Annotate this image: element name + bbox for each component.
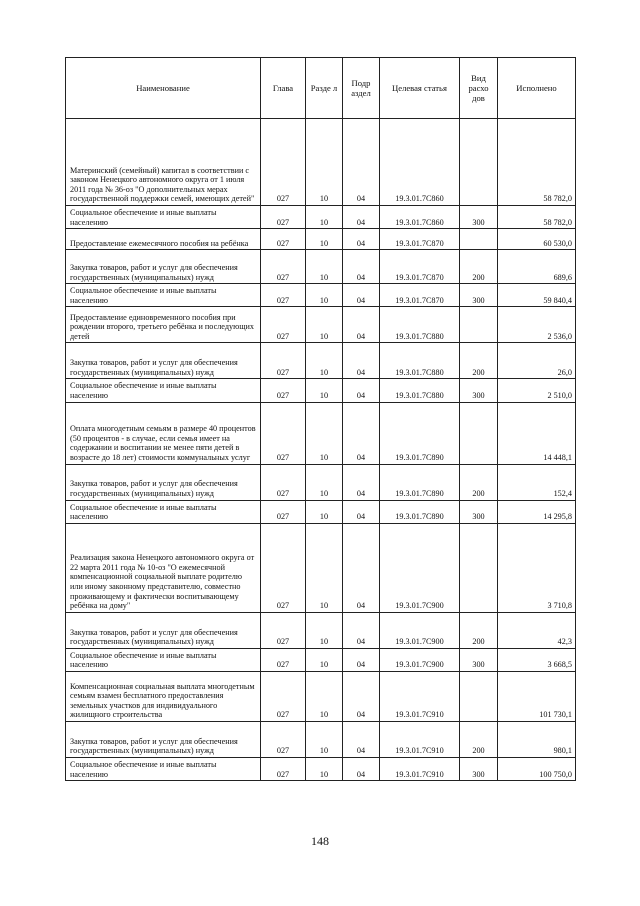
cell-ispolneno: 2 536,0 xyxy=(498,307,576,343)
cell-name: Реализация закона Ненецкого автономного округа от 22 марта 2011 года № 10-оз "О ежемесячной компенсационной социальной выплате родителю или иному законному представителю, совместно проживающему и фактически воспитывающему ребёнка на дому" xyxy=(66,523,261,612)
cell-vid: 200 xyxy=(460,721,498,757)
cell-podrazdel: 04 xyxy=(343,523,380,612)
cell-vid: 300 xyxy=(460,206,498,229)
table-row xyxy=(66,229,576,250)
cell-razdel: 10 xyxy=(306,250,343,284)
table-row xyxy=(66,379,576,402)
cell-ispolneno: 689,6 xyxy=(498,250,576,284)
cell-vid: 300 xyxy=(460,500,498,523)
cell-razdel: 10 xyxy=(306,721,343,757)
header-name: Наименование xyxy=(66,58,261,119)
cell-statya: 19.3.01.7С910 xyxy=(380,671,460,721)
cell-statya: 19.3.01.7С900 xyxy=(380,612,460,648)
cell-razdel: 10 xyxy=(306,307,343,343)
cell-vid xyxy=(460,307,498,343)
cell-statya: 19.3.01.7С860 xyxy=(380,119,460,206)
cell-podrazdel: 04 xyxy=(343,206,380,229)
cell-podrazdel: 04 xyxy=(343,402,380,464)
cell-ispolneno: 58 782,0 xyxy=(498,119,576,206)
cell-glava: 027 xyxy=(261,757,306,780)
cell-razdel: 10 xyxy=(306,612,343,648)
header-vid: Вид расхо дов xyxy=(460,58,498,119)
cell-razdel: 10 xyxy=(306,671,343,721)
cell-ispolneno: 2 510,0 xyxy=(498,379,576,402)
cell-statya: 19.3.01.7С910 xyxy=(380,757,460,780)
cell-razdel: 10 xyxy=(306,229,343,250)
cell-ispolneno: 100 750,0 xyxy=(498,757,576,780)
table-row xyxy=(66,500,576,523)
table-row xyxy=(66,671,576,721)
cell-glava: 027 xyxy=(261,523,306,612)
cell-ispolneno: 3 668,5 xyxy=(498,648,576,671)
cell-razdel: 10 xyxy=(306,402,343,464)
cell-razdel: 10 xyxy=(306,343,343,379)
table-body xyxy=(66,119,576,781)
cell-ispolneno: 14 448,1 xyxy=(498,402,576,464)
cell-vid: 300 xyxy=(460,757,498,780)
table-row xyxy=(66,307,576,343)
cell-statya: 19.3.01.7С860 xyxy=(380,206,460,229)
cell-ispolneno: 58 782,0 xyxy=(498,206,576,229)
cell-name: Социальное обеспечение и иные выплаты населению xyxy=(66,648,261,671)
cell-razdel: 10 xyxy=(306,757,343,780)
cell-podrazdel: 04 xyxy=(343,229,380,250)
table-row xyxy=(66,648,576,671)
header-glava: Глава xyxy=(261,58,306,119)
cell-glava: 027 xyxy=(261,500,306,523)
cell-glava: 027 xyxy=(261,343,306,379)
cell-vid: 200 xyxy=(460,343,498,379)
cell-podrazdel: 04 xyxy=(343,250,380,284)
cell-ispolneno: 59 840,4 xyxy=(498,284,576,307)
cell-vid xyxy=(460,402,498,464)
table-row xyxy=(66,612,576,648)
cell-ispolneno: 42,3 xyxy=(498,612,576,648)
cell-podrazdel: 04 xyxy=(343,721,380,757)
cell-statya: 19.3.01.7С910 xyxy=(380,721,460,757)
cell-ispolneno: 152,4 xyxy=(498,464,576,500)
cell-vid xyxy=(460,229,498,250)
table-row xyxy=(66,464,576,500)
cell-name: Социальное обеспечение и иные выплаты населению xyxy=(66,757,261,780)
cell-glava: 027 xyxy=(261,402,306,464)
table-row xyxy=(66,402,576,464)
table-row xyxy=(66,250,576,284)
cell-statya: 19.3.01.7С880 xyxy=(380,307,460,343)
cell-glava: 027 xyxy=(261,206,306,229)
cell-podrazdel: 04 xyxy=(343,343,380,379)
cell-razdel: 10 xyxy=(306,206,343,229)
cell-podrazdel: 04 xyxy=(343,757,380,780)
budget-table xyxy=(65,57,576,781)
cell-glava: 027 xyxy=(261,284,306,307)
cell-name: Закупка товаров, работ и услуг для обеспечения государственных (муниципальных) нужд xyxy=(66,464,261,500)
table-row xyxy=(66,757,576,780)
cell-razdel: 10 xyxy=(306,379,343,402)
cell-ispolneno: 3 710,8 xyxy=(498,523,576,612)
cell-vid xyxy=(460,671,498,721)
cell-razdel: 10 xyxy=(306,648,343,671)
cell-statya: 19.3.01.7С880 xyxy=(380,343,460,379)
cell-name: Закупка товаров, работ и услуг для обеспечения государственных (муниципальных) нужд xyxy=(66,612,261,648)
cell-ispolneno: 14 295,8 xyxy=(498,500,576,523)
cell-statya: 19.3.01.7С870 xyxy=(380,250,460,284)
cell-name: Социальное обеспечение и иные выплаты населению xyxy=(66,379,261,402)
cell-glava: 027 xyxy=(261,379,306,402)
cell-glava: 027 xyxy=(261,464,306,500)
table-row xyxy=(66,206,576,229)
cell-glava: 027 xyxy=(261,307,306,343)
cell-statya: 19.3.01.7С900 xyxy=(380,523,460,612)
cell-podrazdel: 04 xyxy=(343,307,380,343)
table-row xyxy=(66,119,576,206)
cell-ispolneno: 60 530,0 xyxy=(498,229,576,250)
cell-name: Социальное обеспечение и иные выплаты населению xyxy=(66,206,261,229)
cell-ispolneno: 26,0 xyxy=(498,343,576,379)
cell-podrazdel: 04 xyxy=(343,612,380,648)
cell-glava: 027 xyxy=(261,648,306,671)
header-ispolneno: Исполнено xyxy=(498,58,576,119)
table-row xyxy=(66,284,576,307)
cell-podrazdel: 04 xyxy=(343,671,380,721)
cell-vid: 200 xyxy=(460,464,498,500)
cell-podrazdel: 04 xyxy=(343,500,380,523)
cell-podrazdel: 04 xyxy=(343,119,380,206)
page-number: 148 xyxy=(311,834,329,848)
cell-statya: 19.3.01.7С880 xyxy=(380,379,460,402)
cell-glava: 027 xyxy=(261,721,306,757)
cell-statya: 19.3.01.7С870 xyxy=(380,229,460,250)
cell-statya: 19.3.01.7С890 xyxy=(380,464,460,500)
table-row xyxy=(66,523,576,612)
cell-razdel: 10 xyxy=(306,500,343,523)
cell-name: Компенсационная социальная выплата многодетным семьям взамен бесплатного предоставления земельных участков для индивидуального жилищного строительства xyxy=(66,671,261,721)
cell-name: Закупка товаров, работ и услуг для обеспечения государственных (муниципальных) нужд xyxy=(66,721,261,757)
table-header xyxy=(66,58,576,119)
cell-statya: 19.3.01.7С870 xyxy=(380,284,460,307)
cell-glava: 027 xyxy=(261,119,306,206)
cell-razdel: 10 xyxy=(306,523,343,612)
cell-ispolneno: 980,1 xyxy=(498,721,576,757)
header-statya: Целевая статья xyxy=(380,58,460,119)
cell-name: Предоставление ежемесячного пособия на ребёнка xyxy=(66,229,261,250)
cell-razdel: 10 xyxy=(306,119,343,206)
cell-statya: 19.3.01.7С900 xyxy=(380,648,460,671)
cell-vid: 300 xyxy=(460,284,498,307)
cell-glava: 027 xyxy=(261,229,306,250)
cell-name: Закупка товаров, работ и услуг для обеспечения государственных (муниципальных) нужд xyxy=(66,250,261,284)
cell-vid: 200 xyxy=(460,612,498,648)
cell-name: Материнский (семейный) капитал в соответствии с законом Ненецкого автономного округа от 1 июля 2011 года № 36-оз "О дополнительных мерах государственной поддержки семей, имеющих детей" xyxy=(66,119,261,206)
cell-vid: 200 xyxy=(460,250,498,284)
cell-vid: 300 xyxy=(460,648,498,671)
cell-podrazdel: 04 xyxy=(343,284,380,307)
cell-glava: 027 xyxy=(261,671,306,721)
cell-podrazdel: 04 xyxy=(343,379,380,402)
header-podrazdel: Подр аздел xyxy=(343,58,380,119)
cell-name: Закупка товаров, работ и услуг для обеспечения государственных (муниципальных) нужд xyxy=(66,343,261,379)
cell-statya: 19.3.01.7С890 xyxy=(380,402,460,464)
header-razdel: Разде л xyxy=(306,58,343,119)
table-row xyxy=(66,721,576,757)
cell-name: Социальное обеспечение и иные выплаты населению xyxy=(66,500,261,523)
cell-name: Оплата многодетным семьям в размере 40 процентов (50 процентов - в случае, если семья имеет на содержании и воспитании не менее пяти детей в возрасте до 18 лет) стоимости коммунальных услуг xyxy=(66,402,261,464)
cell-name: Предоставление единовременного пособия при рождении второго, третьего ребёнка и последующих детей xyxy=(66,307,261,343)
cell-ispolneno: 101 730,1 xyxy=(498,671,576,721)
cell-podrazdel: 04 xyxy=(343,648,380,671)
cell-name: Социальное обеспечение и иные выплаты населению xyxy=(66,284,261,307)
cell-podrazdel: 04 xyxy=(343,464,380,500)
cell-glava: 027 xyxy=(261,250,306,284)
cell-glava: 027 xyxy=(261,612,306,648)
cell-razdel: 10 xyxy=(306,464,343,500)
cell-vid xyxy=(460,119,498,206)
cell-razdel: 10 xyxy=(306,284,343,307)
cell-statya: 19.3.01.7С890 xyxy=(380,500,460,523)
cell-vid: 300 xyxy=(460,379,498,402)
cell-vid xyxy=(460,523,498,612)
table-row xyxy=(66,343,576,379)
